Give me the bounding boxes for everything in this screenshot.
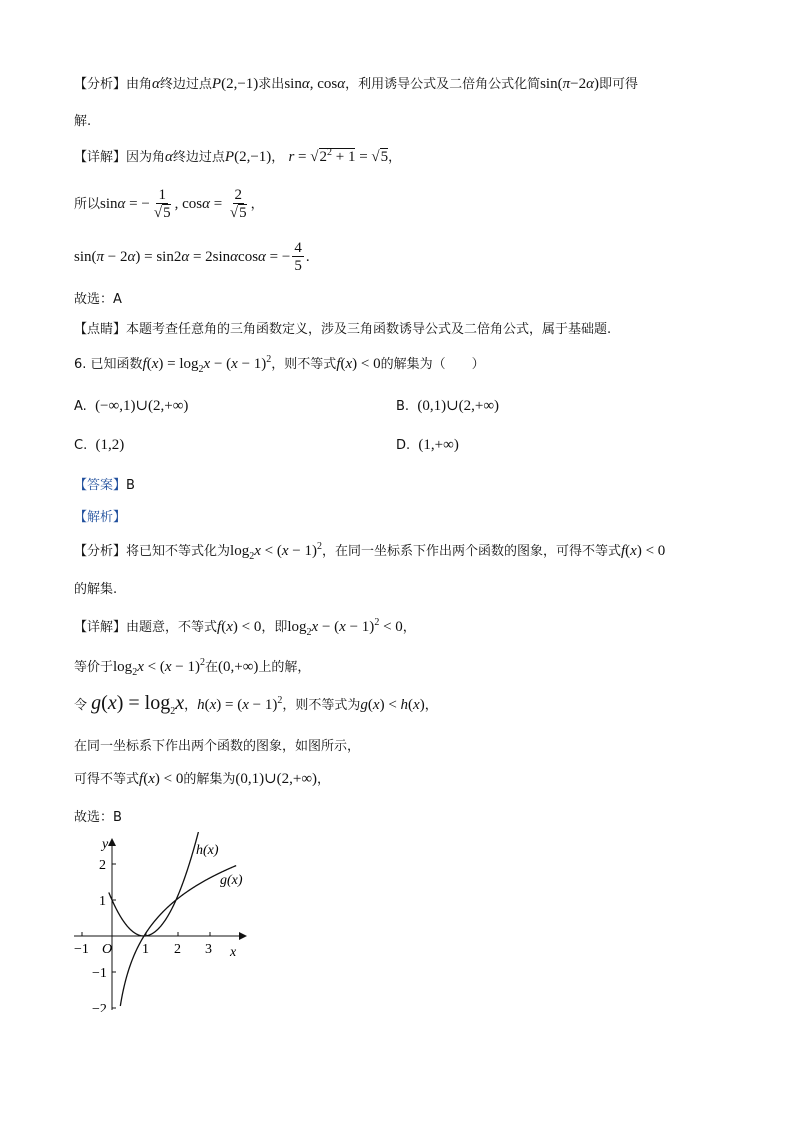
text: 令	[74, 698, 88, 713]
text: 由角	[126, 77, 153, 92]
analysis-line-1	[74, 73, 638, 93]
analysis2-line-2: 的解集.	[74, 582, 118, 597]
detail-tag: 【详解】	[74, 150, 127, 165]
text: 求出	[258, 77, 285, 92]
y-tick-label: −1	[92, 966, 107, 981]
equiv-line	[74, 656, 310, 678]
y-axis-label: y	[102, 837, 109, 852]
g-curve-label: g(x)	[220, 873, 243, 888]
text: 的解集为	[183, 772, 236, 787]
point-p: P(2,−1)	[224, 149, 272, 165]
option-b[interactable]	[396, 396, 499, 415]
option-label: B.	[396, 399, 410, 414]
analysis-tag: 【分析】	[74, 77, 127, 92]
solution-set: (0,1)∪(2,+∞)	[235, 771, 318, 787]
option-value: (1,+∞)	[418, 437, 459, 453]
g-less-h: g(x) < h(x)	[360, 697, 425, 713]
comment-text: 本题考查任意角的三角函数定义，涉及三角函数诱导公式及二倍角公式，属于基础题.	[126, 322, 612, 337]
detail2-line	[74, 616, 416, 638]
sin-value: sinα = − $\frac{1}{√5}$ , cosα = $\frac{2}{√5}$	[100, 187, 247, 221]
text: ，	[250, 196, 264, 212]
text: ，	[317, 772, 331, 787]
option-c[interactable]	[74, 437, 124, 454]
option-label: C.	[74, 438, 88, 453]
text: 可得不等式	[74, 772, 140, 787]
answer-tag: 【答案】	[74, 478, 127, 493]
text: ，在同一坐标系下作出两个函数的图象，可得不等式	[321, 544, 621, 559]
sin-pi-2alpha: sin(π−2α)	[540, 76, 599, 92]
text: 由题意，不等式	[126, 620, 218, 635]
option-d[interactable]	[396, 437, 459, 454]
x-tick-label: 3	[205, 942, 212, 957]
text: 终边过点	[172, 150, 225, 165]
y-tick-label: −2	[92, 1002, 107, 1012]
inequality: f(x) < 0	[621, 543, 666, 559]
option-value: (0,1)∪(2,+∞)	[417, 398, 500, 414]
answer-value: B	[126, 478, 135, 493]
text: ，	[388, 150, 402, 165]
text: 上的解，	[258, 660, 311, 675]
h-curve-label: h(x)	[196, 843, 219, 858]
x-axis-label: x	[230, 945, 237, 960]
text: 即可得	[598, 77, 638, 92]
inequality: f(x) < 0	[139, 771, 184, 787]
text: ，则不等式为	[282, 698, 361, 713]
detail-tag: 【详解】	[74, 620, 127, 635]
y-axis-arrow	[108, 838, 116, 846]
comment-tag: 【点睛】	[74, 322, 127, 337]
option-value: (−∞,1)∪(2,+∞)	[95, 398, 189, 414]
question-number: 6. 已知函数	[74, 357, 143, 372]
inequality: f(x) < 0	[336, 356, 381, 372]
sin-cos-alpha: sinα, cosα	[284, 76, 346, 92]
x-tick-label: 2	[174, 942, 181, 957]
function-def: $f(x) = \log_2x - (x - 1)^2$	[142, 354, 272, 375]
option-a[interactable]	[74, 396, 188, 415]
alpha-symbol: α	[152, 76, 160, 92]
x-axis-arrow	[239, 932, 247, 940]
text: ，利用诱导公式及二倍角公式化简	[345, 77, 541, 92]
text: ，则不等式	[271, 357, 337, 372]
option-label: A.	[74, 399, 87, 414]
text: ，	[184, 698, 198, 713]
inequality-form: $\log_2x < (x - 1)^2$	[230, 541, 322, 562]
inequality-form: $\log_2x < (x - 1)^2$	[113, 657, 205, 678]
y-tick-label: 2	[99, 858, 106, 873]
let-line	[74, 692, 438, 717]
text: 所以	[74, 196, 101, 212]
text: 将已知不等式化为	[126, 544, 231, 559]
jiexi-tag: 【解析】	[74, 510, 127, 525]
analysis2-line-1	[74, 540, 665, 562]
text: ，即	[261, 620, 288, 635]
g-definition: $g(x) = \log_2x$	[91, 692, 185, 717]
inequality-expanded: $\log_2x - (x - 1)^2 < 0$	[287, 617, 403, 638]
analysis-tag: 【分析】	[74, 544, 127, 559]
function-graph	[74, 832, 274, 1012]
text: ，	[271, 150, 285, 165]
so-line	[74, 187, 264, 222]
result-line	[74, 768, 330, 788]
comment-line	[74, 318, 611, 337]
domain-interval: (0,+∞)	[217, 659, 259, 675]
h-definition: $h(x) = (x - 1)^2$	[197, 695, 283, 713]
y-tick-label: 1	[99, 894, 106, 909]
text: ，	[402, 620, 416, 635]
x-tick-label: 1	[142, 942, 149, 957]
x-tick-label: −1	[74, 942, 89, 957]
question-6	[74, 353, 485, 375]
alpha-symbol: α	[165, 149, 173, 165]
text: 在	[204, 660, 218, 675]
analysis-line-2: 解.	[74, 114, 92, 129]
answer-line	[74, 474, 135, 493]
h-curve	[109, 832, 199, 936]
formula-line	[74, 240, 310, 275]
option-value: (1,2)	[95, 437, 125, 453]
r-formula: $r = √2^2 + 1 = √5$	[288, 147, 389, 165]
text: 等价于	[74, 660, 114, 675]
same-coord-line: 在同一坐标系下作出两个函数的图象，如图所示，	[74, 739, 361, 754]
text: 因为角	[126, 150, 166, 165]
double-angle-formula: sin(π − 2α) = sin2α = 2sinαcosα = − $\frac{4}{5}$ .	[74, 240, 310, 274]
inequality: f(x) < 0	[217, 619, 262, 635]
choose-line-2: 故选：B	[74, 810, 122, 825]
option-label: D.	[396, 438, 411, 453]
text: 终边过点	[159, 77, 212, 92]
text: 的解集为（ ）	[380, 357, 485, 372]
text: ，	[424, 698, 438, 713]
choose-line-1: 故选：A	[74, 292, 122, 307]
origin-label: O	[102, 942, 113, 957]
detail-line-1	[74, 146, 401, 166]
point-p: P(2,−1)	[211, 76, 259, 92]
